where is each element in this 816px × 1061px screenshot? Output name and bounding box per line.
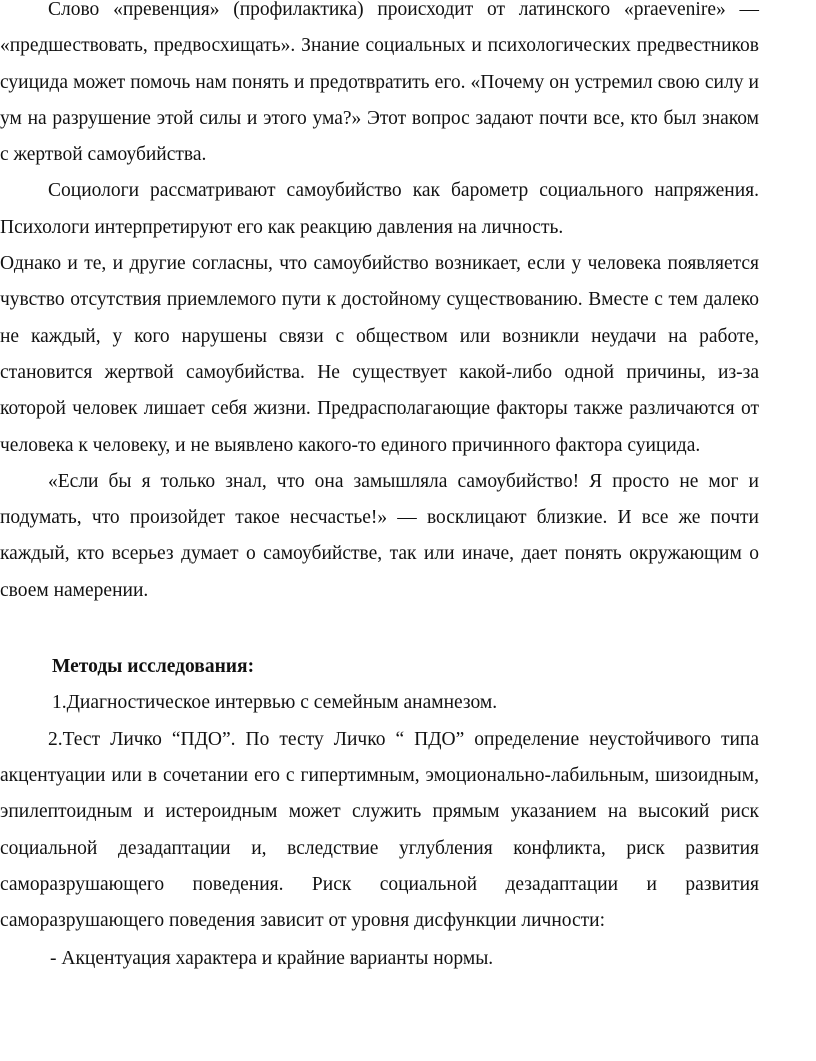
- paragraph-quote: «Если бы я только знал, что она замышляла самоубийство! Я просто не мог и подумать, что произойдет такое несчастье!» — восклицают близкие. И все же почти каждый, кто всерьез думает о самоубийстве, так или иначе, дает понять окружающим о своем намерении.: [0, 470, 759, 601]
- methods-heading: Методы исследования:: [52, 656, 255, 678]
- paragraph-causes: Однако и те, и другие согласны, что самоубийство возникает, если у человека появляется чувство отсутствия приемлемого пути к достойному существованию. Вместе с тем далеко не каждый, у кого нарушены связи с обществом или возникли неудачи на работе, становится жертвой самоубийства. Не существует какой-либо одной причины, из-за которой человек лишает себя жизни. Предрасполагающие факторы также различаются от человека к человеку, и не выявлено какого-то единого причинного фактора суицида.: [0, 253, 759, 456]
- method-item-1: 1.Диагностическое интервью с семейным анамнезом.: [52, 692, 498, 714]
- method-item-2: 2.Тест Личко “ПДО”. По тесту Личко “ ПДО” определение неустойчивого типа акцентуации или в сочетании его с гипертимным, эмоционально-лабильным, шизоидным, эпилептоидным и истероидным может служить прямым указанием на высокий риск социальной дезадаптации и, вследствие углубления конфликта, риск развития саморазрушающего поведения. Риск социальной дезадаптации и развития саморазрушающего поведения зависит от уровня дисфункции личности:: [0, 728, 759, 932]
- paragraph-prevention: Слово «превенция» (профилактика) происходит от латинского «praevenire» — «предшествовать, предвосхищать». Знание социальных и психологических предвестников суицида может помочь нам понять и предотвратить его. «Почему он устремил свою силу и ум на разрушение этой силы и этого ума?» Этот вопрос задают почти все, кто был знаком с жертвой самоубийства.: [0, 0, 759, 166]
- bullet-item-1: - Акцентуация характера и крайние варианты нормы.: [50, 948, 494, 970]
- paragraph-sociologists: Социологи рассматривают самоубийство как барометр социального напряжения. Психологи интерпретируют его как реакцию давления на личность.: [0, 180, 759, 238]
